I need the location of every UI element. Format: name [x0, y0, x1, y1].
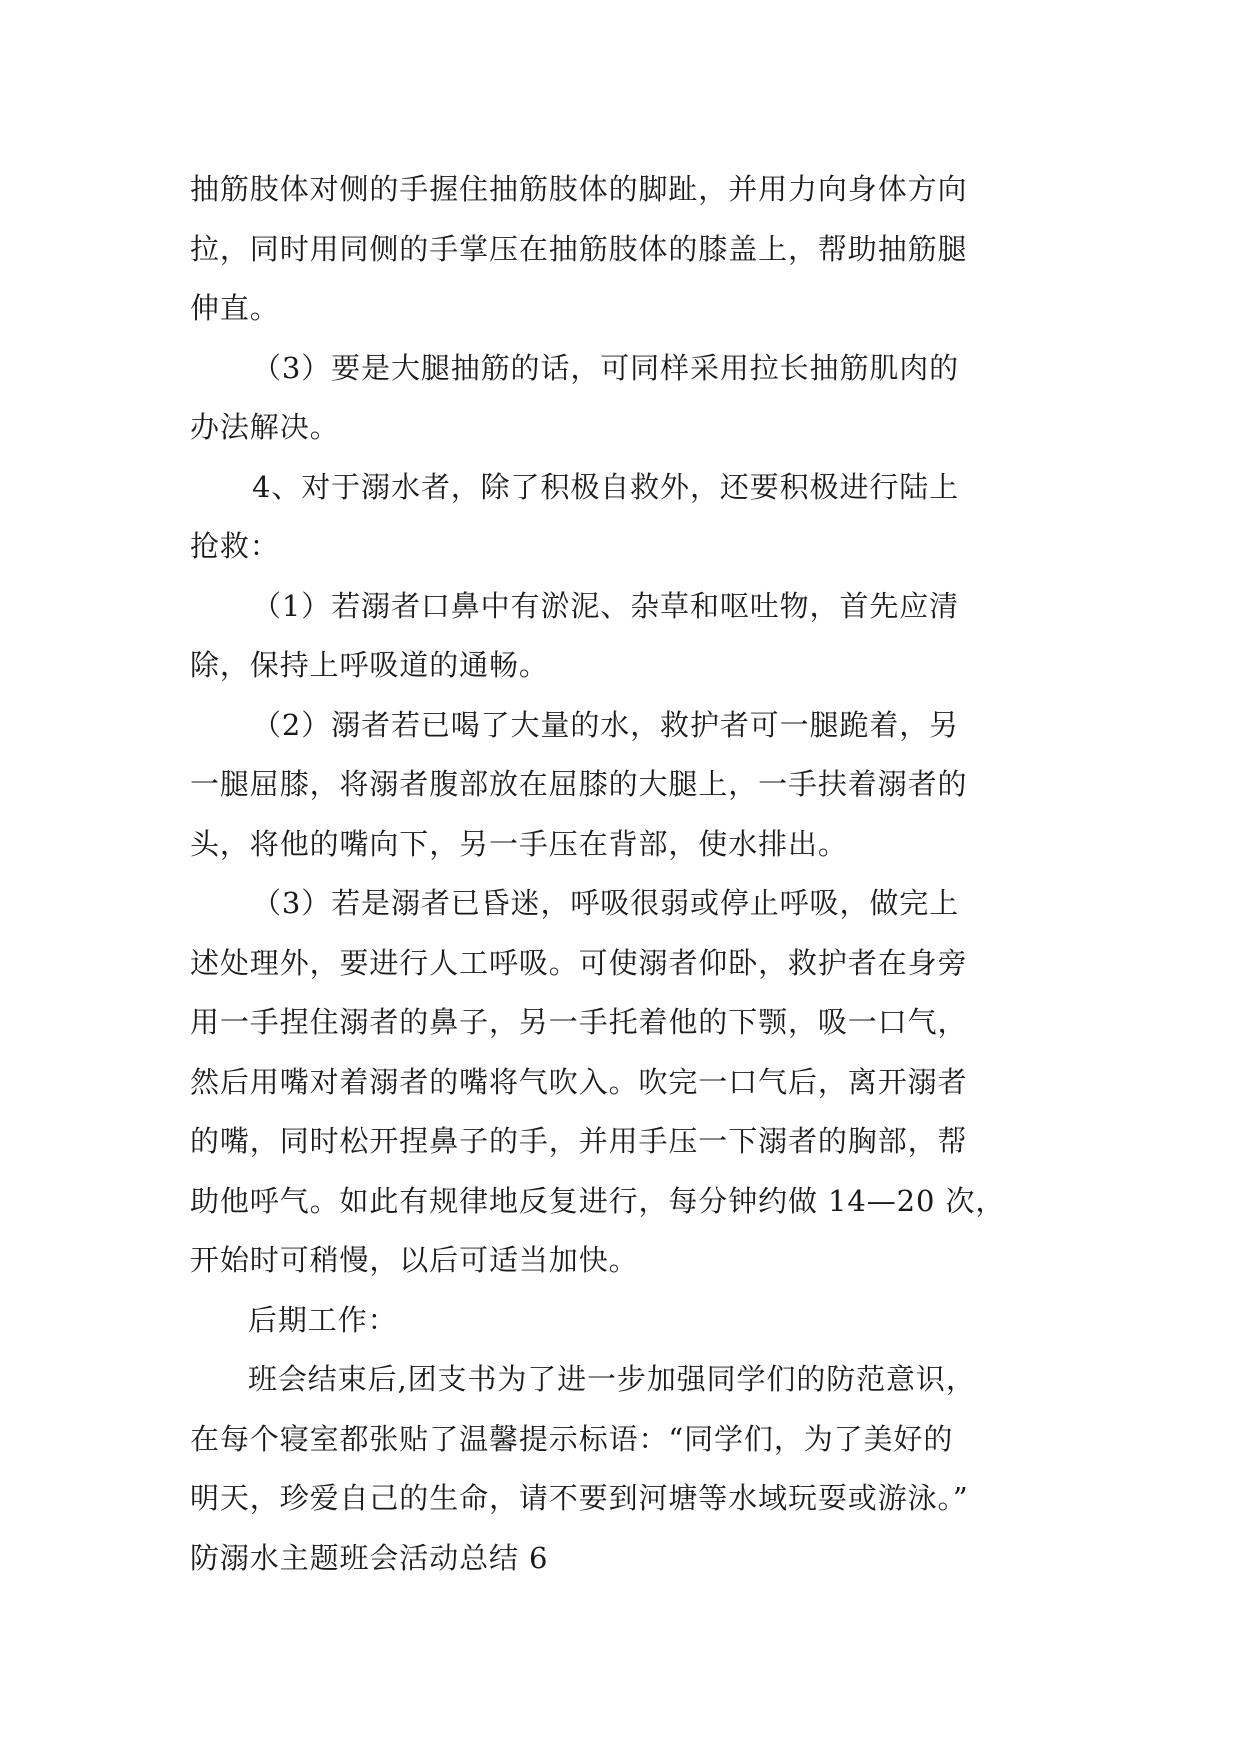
text-line: 4、对于溺水者，除了积极自救外，还要积极进行陆上 — [252, 469, 960, 504]
text-line: 明天，珍爱自己的生命，请不要到河塘等水域玩耍或游泳。” — [190, 1481, 969, 1515]
text-line: 的嘴，同时松开捏鼻子的手，并用手压一下溺者的胸部，帮 — [190, 1124, 968, 1158]
text-line: 抽筋肢体对侧的手握住抽筋肢体的脚趾，并用力向身体方向 — [190, 172, 968, 206]
text-line: 助他呼气。如此有规律地反复进行，每分钟约做 14—20 次， — [190, 1183, 1006, 1218]
text-line: 在每个寝室都张贴了温馨提示标语：“同学们，为了美好的 — [190, 1421, 954, 1456]
text-line: （3）若是溺者已昏迷，呼吸很弱或停止呼吸，做完上 — [252, 886, 960, 920]
text-line: （2）溺者若已喝了大量的水，救护者可一腿跪着，另 — [252, 707, 960, 742]
text-line: 用一手捏住溺者的鼻子，另一手托着他的下颚，吸一口气， — [190, 1005, 968, 1039]
text-line: 述处理外，要进行人工呼吸。可使溺者仰卧，救护者在身旁 — [190, 945, 968, 980]
text-line: 拉，同时用同侧的手掌压在抽筋肢体的膝盖上，帮助抽筋腿 — [190, 231, 968, 266]
text-line: 头，将他的嘴向下，另一手压在背部，使水排出。 — [190, 826, 848, 861]
text-line: 办法解决。 — [190, 410, 340, 444]
text-line: 然后用嘴对着溺者的嘴将气吹入。吹完一口气后，离开溺者 — [190, 1064, 968, 1099]
text-line: 抢救： — [190, 529, 280, 563]
text-line: （3）要是大腿抽筋的话，可同样采用拉长抽筋肌肉的 — [252, 350, 960, 385]
section-heading: 后期工作： — [248, 1302, 398, 1337]
text-line: 一腿屈膝，将溺者腹部放在屈膝的大腿上，一手扶着溺者的 — [190, 767, 968, 801]
text-line: 班会结束后,团支书为了进一步加强同学们的防范意识， — [248, 1362, 976, 1396]
body-text — [190, 160, 1060, 1588]
text-line: 除，保持上呼吸道的通畅。 — [190, 648, 549, 682]
document-title: 防溺水主题班会活动总结 6 — [190, 1540, 549, 1575]
text-line: （1）若溺者口鼻中有淤泥、杂草和呕吐物，首先应清 — [252, 588, 960, 623]
text-line: 开始时可稍慢，以后可适当加快。 — [190, 1243, 639, 1277]
text-line: 伸直。 — [190, 291, 280, 325]
